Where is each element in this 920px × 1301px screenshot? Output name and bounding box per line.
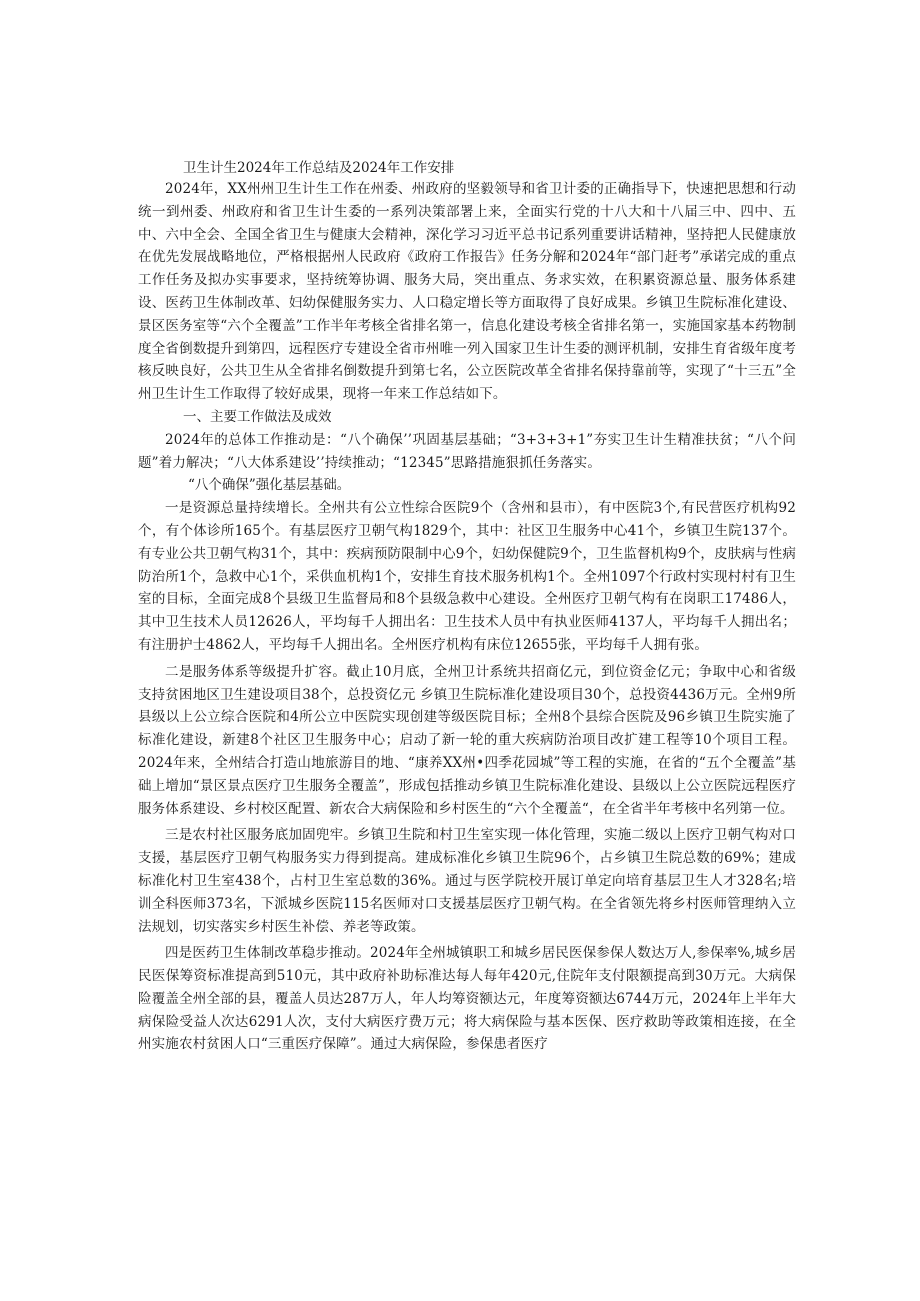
paragraph-intro: 2024年，XX州州卫生计生工作在州委、州政府的坚毅领导和省卫计委的正确指导下，快速把思想和行动统一到州委、州政府和省卫生计生委的一系列决策部署上来，全面实行党的十八大和十八届三中、四中、五中、六中全会、全国全省卫生与健康大会精神，深化学习习近平总书记系列重要讲话精神，坚持把人民健康放在优先发展战略地位，严格根据州人民政府《政府工作报告》任务分解和2024年“部门赶考”承诺完成的重点工作任务及拟办实事要求，坚持统筹协调、服务大局，突出重点、务求实效，在积累资源总量、服务体系建设、医药卫生体制改革、妇幼保健服务实力、人口稳定增长等方面取得了良好成果。乡镇卫生院标准化建设、景区医务室等“六个全覆盖”工作半年考核全省排名第一，信息化建设考核全省排名第一，实施国家基本药物制度全省倒数提升到第四，远程医疗专建设全省市州唯一列入国家卫生计生委的测评机制，安排生育省级年度考核反映良好，公共卫生从全省排名倒数提升到第七名，公立医院改革全省排名保持靠前等，实现了“十三五”全州卫生计生工作取得了较好成果，现将一年来工作总结如下。 [138, 181, 796, 403]
paragraph-resources: 一是资源总量持续增长。全州共有公立性综合医院9个（含州和县市），有中医院3个,有民营医疗机构92个，有个体诊所165个。有基层医疗卫朝气构1829个，其中：社区卫生服务中心41个，乡镇卫生院137个。有专业公共卫朝气构31个，其中：疾病预防限制中心9个，妇幼保健院9个，卫生监督机构9个，皮肤病与性病防治所1个，急救中心1个，采供血机构1个，安排生育技术服务机构1个。全州1097个行政村实现村村有卫生室的目标，全面完成8个县级卫生监督局和8个县级急救中心建设。全州医疗卫朝气构有在岗职工17486人，其中卫生技术人员12626人，平均每千人拥出名：卫生技术人员中有执业医师4137人，平均每千人拥出名；有注册护士4862人，平均每千人拥出名。全州医疗机构有床位12655张，平均每千人拥有张。 [138, 500, 796, 653]
document-page [138, 158, 796, 1056]
subsection-heading: “八个确保”强化基层基础。 [188, 477, 351, 494]
paragraph-overall-work: 2024年的总体工作推动是：“八个确保’’巩固基层基础；“3+3+3+1”夯实卫生计生精准扶贫；“八个问题”着力解决；“八大体系建设’’持续推动；“12345”思路措施狠抓任务落实。 [138, 431, 796, 471]
document-title: 卫生计生2024年工作总结及2024年工作安排 [183, 160, 455, 176]
section-heading: 一、主要工作做法及成效 [183, 408, 332, 425]
paragraph-service-system: 二是服务体系等级提升扩容。截止10月底，全州卫计系统共招商亿元，到位资金亿元；争取中心和省级支持贫困地区卫生建设项目38个，总投资亿元 乡镇卫生院标准化建设项目30个，总投资4436万元。全州9所县级以上公立综合医院和4所公立中医院实现创建等级医院目标；全州8个县综合医院及96乡镇卫生院实施了标准化建设，新建8个社区卫生服务中心；启动了新一轮的重大疾病防治项目改扩建工程等10个项目工程。2024年来，全州结合打造山地旅游目的地、“康养XX州•四季花园城”等工程的实施，在省的“五个全覆盖”基础上增加“景区景点医疗卫生服务全覆盖”，形成包括推动乡镇卫生院标准化建设、县级以上公立医院远程医疗服务体系建设、乡村校区配置、新农合大病保险和乡村医生的“六个全覆盖“，在全省半年考核中名列第一位。 [138, 663, 796, 817]
paragraph-rural-community: 三是农村社区服务底加固兜牢。乡镇卫生院和村卫生室实现一体化管理，实施二级以上医疗卫朝气构对口支援，基层医疗卫朝气构服务实力得到提高。建成标准化乡镇卫生院96个，占乡镇卫生院总数的69%；建成标准化村卫生室438个，占村卫生室总数的36%。通过与医学院校开展订单定向培育基层卫生人才328名;培训全科医师373名，下派城乡医院115名医师对口支援基层医疗卫朝气构。在全省领先将乡村医师管理纳入立法规划，切实落实乡村医生补偿、养老等政策。 [138, 827, 796, 935]
paragraph-medical-reform: 四是医药卫生体制改革稳步推动。2024年全州城镇职工和城乡居民医保参保人数达万人,参保率%,城乡居民医保筹资标准提高到510元，其中政府补助标准达每人每年420元,住院年支付限额提高到30万元。大病保险覆盖全州全部的县，覆盖人员达287万人，年人均筹资额达元，年度筹资额达6744万元，2024年上半年大病保险受益人次达6291人次，支付大病医疗费万元；将大病保险与基本医保、医疗救助等政策相连接，在全州实施农村贫困人口“三重医疗保障”。通过大病保险，参保患者医疗 [138, 945, 796, 1053]
